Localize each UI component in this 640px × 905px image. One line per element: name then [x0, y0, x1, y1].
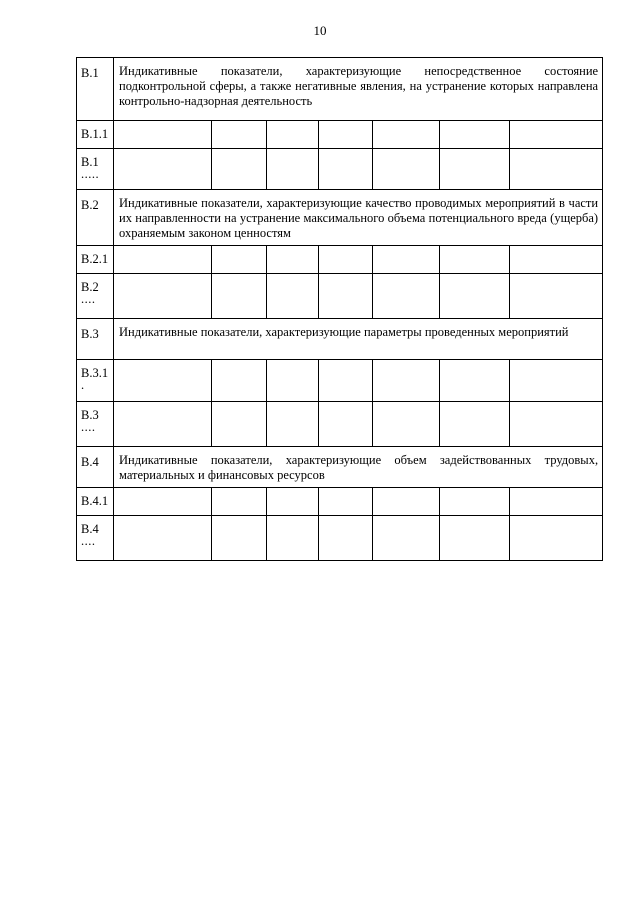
empty-cell [114, 274, 212, 319]
row-code: В.4 [81, 522, 99, 536]
empty-cell [114, 360, 212, 402]
row-code-continuation: .... [81, 292, 96, 306]
empty-cell [440, 246, 510, 274]
section-code: В.3 [77, 319, 114, 360]
row-code-cell [77, 246, 114, 274]
empty-cell [267, 246, 319, 274]
table-row [77, 121, 603, 149]
empty-cell [212, 149, 267, 190]
row-code: В.4.1 [81, 494, 109, 508]
empty-cell [319, 121, 373, 149]
table-row [77, 274, 603, 319]
row-code-cell [77, 488, 114, 516]
section-description: Индикативные показатели, характеризующие качество проводимых мероприятий в части их направленности на устранение максимального объема потенциального вреда (ущерба) охраняемым законом ценностям [114, 190, 603, 246]
empty-cell [319, 516, 373, 561]
row-code: В.1.1 [81, 127, 109, 141]
empty-cell [373, 488, 440, 516]
empty-cell [510, 149, 603, 190]
table-row [77, 488, 603, 516]
row-code: В.2 [81, 280, 99, 294]
empty-cell [212, 488, 267, 516]
empty-cell [373, 149, 440, 190]
empty-cell [510, 488, 603, 516]
empty-cell [440, 121, 510, 149]
table-row [77, 402, 603, 447]
empty-cell [319, 149, 373, 190]
empty-cell [440, 516, 510, 561]
empty-cell [510, 246, 603, 274]
section-description: Индикативные показатели, характеризующие непосредственное состояние подконтрольной сферы, а также негативные явления, на устранение которых направлена контрольно-надзорная деятельность [114, 58, 603, 121]
row-code-continuation: .... [81, 420, 96, 434]
row-code: В.2.1 [81, 252, 109, 266]
empty-cell [373, 246, 440, 274]
row-code: В.3 [81, 408, 99, 422]
empty-cell [212, 402, 267, 447]
table-row [77, 360, 603, 402]
empty-cell [373, 274, 440, 319]
empty-cell [212, 274, 267, 319]
empty-cell [267, 516, 319, 561]
empty-cell [440, 402, 510, 447]
empty-cell [319, 360, 373, 402]
row-code-cell [77, 121, 114, 149]
table-row [77, 516, 603, 561]
section-description: Индикативные показатели, характеризующие объем задействованных трудовых, материальных и финансовых ресурсов [114, 447, 603, 488]
empty-cell [373, 360, 440, 402]
empty-cell [114, 402, 212, 447]
table-row [77, 246, 603, 274]
empty-cell [267, 360, 319, 402]
empty-cell [212, 516, 267, 561]
page-number: 10 [313, 23, 327, 38]
empty-cell [114, 149, 212, 190]
empty-cell [440, 488, 510, 516]
section-code: В.2 [77, 190, 114, 246]
empty-cell [319, 402, 373, 447]
section-header-row [77, 190, 603, 246]
row-code: В.3.1 [81, 366, 109, 380]
empty-cell [267, 121, 319, 149]
empty-cell [114, 488, 212, 516]
empty-cell [267, 402, 319, 447]
empty-cell [212, 121, 267, 149]
empty-cell [510, 360, 603, 402]
empty-cell [212, 246, 267, 274]
empty-cell [319, 246, 373, 274]
empty-cell [440, 360, 510, 402]
empty-cell [373, 516, 440, 561]
empty-cell [510, 121, 603, 149]
row-code: В.1 [81, 155, 99, 169]
section-header-row [77, 447, 603, 488]
empty-cell [212, 360, 267, 402]
indicators-table [76, 57, 603, 561]
section-code: В.4 [77, 447, 114, 488]
table-row [77, 149, 603, 190]
empty-cell [440, 274, 510, 319]
empty-cell [319, 274, 373, 319]
row-code-continuation: . [81, 378, 85, 392]
row-code-cell [77, 360, 114, 402]
row-code-cell [77, 149, 114, 190]
section-header-row [77, 319, 603, 360]
empty-cell [114, 121, 212, 149]
empty-cell [114, 246, 212, 274]
empty-cell [373, 121, 440, 149]
empty-cell [114, 516, 212, 561]
empty-cell [440, 149, 510, 190]
section-code: В.1 [77, 58, 114, 121]
row-code-cell [77, 516, 114, 561]
empty-cell [267, 274, 319, 319]
empty-cell [510, 516, 603, 561]
empty-cell [267, 149, 319, 190]
empty-cell [510, 274, 603, 319]
empty-cell [373, 402, 440, 447]
table-body [77, 58, 603, 561]
section-header-row [77, 58, 603, 121]
row-code-cell [77, 274, 114, 319]
row-code-continuation: ..... [81, 167, 100, 181]
empty-cell [319, 488, 373, 516]
section-description: Индикативные показатели, характеризующие параметры проведенных мероприятий [114, 319, 603, 360]
row-code-cell [77, 402, 114, 447]
empty-cell [510, 402, 603, 447]
empty-cell [267, 488, 319, 516]
row-code-continuation: .... [81, 534, 96, 548]
